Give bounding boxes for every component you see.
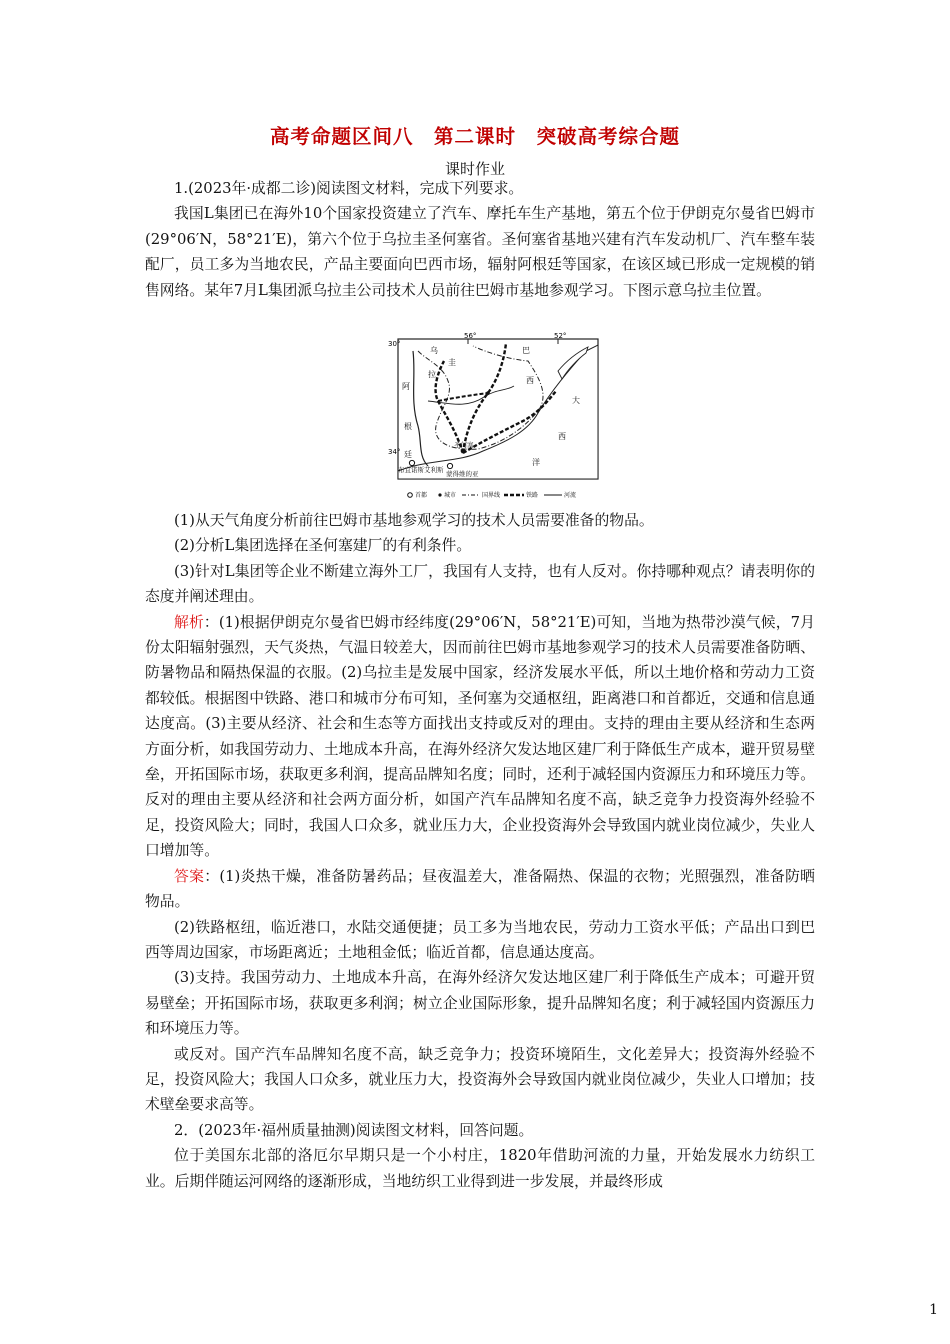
lon-label-56: 56° [464, 332, 477, 340]
label-buenos-aires: 布宜诺斯艾利斯 [398, 466, 444, 474]
label-xi: 西 [526, 376, 534, 385]
label-ba: 巴 [522, 346, 530, 355]
capital-buenos-aires-dot [409, 460, 414, 465]
question-2-material: 位于美国东北部的洛厄尔早期只是一个小村庄，1820年借助河流的力量，开始发展水力纺织工业。后期伴随运河网络的逐渐形成，当地纺织工业得到进一步发展，并最终形成 [145, 1147, 815, 1190]
city-san-jose-dot [461, 449, 466, 454]
answer-paragraph-3: (3)支持。我国劳动力、土地成本升高，在海外经济欠发达地区建厂利于降低生产成本；可避开贸易壁垒；开拓国际市场，获取更多利润；树立企业国际形象，提升品牌知名度；利于减轻国内资源压力和环境压力等。 [145, 969, 815, 1038]
lat-label-30: 30° [388, 340, 401, 348]
lat-label-34: 34° [388, 448, 401, 456]
question-2-head: 2．(2023年·福州质量抽测)阅读图文材料，回答问题。 [174, 1121, 534, 1139]
capital-montevideo-dot [447, 463, 452, 468]
label-gui-top: 圭 [448, 358, 456, 367]
analysis-label: 解析 [174, 613, 204, 631]
question-1-intro [145, 176, 815, 303]
question-1-head: 1.(2023年·成都二诊)阅读图文材料，完成下列要求。 [174, 180, 524, 197]
map-legend [408, 491, 576, 499]
page-title: 高考命题区间八 第二课时 突破高考综合题 [269, 125, 680, 148]
legend-border: 国界线 [482, 492, 501, 499]
question-1-item-3: (3)针对L集团等企业不断建立海外工厂，我国有人支持，也有人反对。你持哪种观点？请表明你的态度并阐述理由。 [145, 562, 815, 606]
legend-river: 河流 [564, 492, 577, 499]
answer-paragraph-2: (2)铁路枢纽，临近港口，水陆交通便捷；员工多为当地农民，劳动力工资水平低；产品出口到巴西等周边国家，市场距离近；土地租金低；临近首都，信息通达度高。 [145, 918, 815, 961]
label-montevideo: 蒙得维的亚 [446, 470, 479, 478]
question-1-item-1: (1)从天气角度分析前往巴姆市基地参观学习的技术人员需要准备的物品。 [174, 512, 654, 529]
label-yang: 洋 [532, 458, 540, 467]
analysis-text: ：(1)根据伊朗克尔曼省巴姆市经纬度(29°06′N，58°21′E)可知，当地为热带沙漠气候，7月份太阳辐射强烈，天气炎热，气温日较差大，因而前往巴姆市基地参观学习的技术人员需要准备防晒、防暑物品和隔热保温的衣服。(2)乌拉圭是发展中国家，经济发展水平低，所以土地价格和劳动力工资都较低。根据图中铁路、港口和城市分布可知，圣何塞为交通枢纽，距离港口和首都近，交通和信息通达度高。(3)主要从经济、社会和生态等方面找出支持或反对的理由。支持的理由主要从经济和生态两方面分析，如我国劳动力、土地成本升高，在海外经济欠发达地区建厂利于降低生产成本，避开贸易壁垒，开拓国际市场，获取更多利润，提高品牌知名度；同时，还利于减轻国内资源压力和环境压力等。反对的理由主要从经济和社会两方面分析，如国产汽车品牌知名度不高，缺乏竞争力投资海外经验不足，投资风险大；同时，我国人口众多，就业压力大，企业投资海外会导致国内就业岗位减少，失业人口增加等。 [145, 613, 815, 860]
label-a: 阿 [402, 382, 410, 391]
legend-capital: 首都 [415, 492, 428, 499]
question-1-material: 我国L集团已在海外10个国家投资建立了汽车、摩托车生产基地，第五个位于伊朗克尔曼省巴姆市(29°06′N，58°21′E)，第六个位于乌拉圭圣何塞省。圣何塞省基地兴建有汽车发动机厂、汽车整车装配厂，员工多为当地农民，产品主要面向巴西市场，辐射阿根廷等国家，在该区域已形成一定规模的销售网络。某年7月L集团派乌拉圭公司技术人员前往巴姆市基地参观学习。下图示意乌拉圭位置。 [145, 205, 815, 299]
label-la: 拉 [428, 370, 436, 379]
answer-paragraph-1 [145, 864, 815, 915]
legend-city: 城市 [444, 492, 457, 499]
label-xi-ocean: 西 [558, 432, 566, 441]
page-subtitle: 课时作业 [444, 160, 505, 178]
analysis-paragraph [145, 610, 815, 864]
page-number: 1 [929, 1302, 938, 1318]
label-ting: 廷 [404, 450, 412, 459]
answer-text-1: ：(1)炎热干燥，准备防暑药品；昼夜温差大，准备隔热、保温的衣物；光照强烈，准备防晒物品。 [145, 867, 815, 911]
question-1-body [145, 508, 815, 1194]
label-gen: 根 [404, 422, 412, 431]
label-da: 大 [572, 396, 580, 405]
label-san-jose: 圣何塞 [454, 441, 474, 449]
city-dot [486, 391, 490, 395]
label-wu: 乌 [430, 346, 438, 355]
lon-label-52: 52° [554, 332, 567, 340]
answer-label: 答案 [174, 867, 205, 885]
legend-railway: 铁路 [526, 492, 539, 499]
answer-paragraph-4: 或反对。国产汽车品牌知名度不高，缺乏竞争力；投资环境陌生，文化差异大；投资海外经验不足，投资风险大；我国人口众多，就业压力大，投资海外会导致国内就业岗位减少，失业人口增加；技术壁垒要求高等。 [145, 1045, 815, 1114]
uruguay-location-map [388, 331, 608, 506]
question-1-item-2: (2)分析L集团选择在圣何塞建厂的有利条件。 [174, 537, 472, 555]
